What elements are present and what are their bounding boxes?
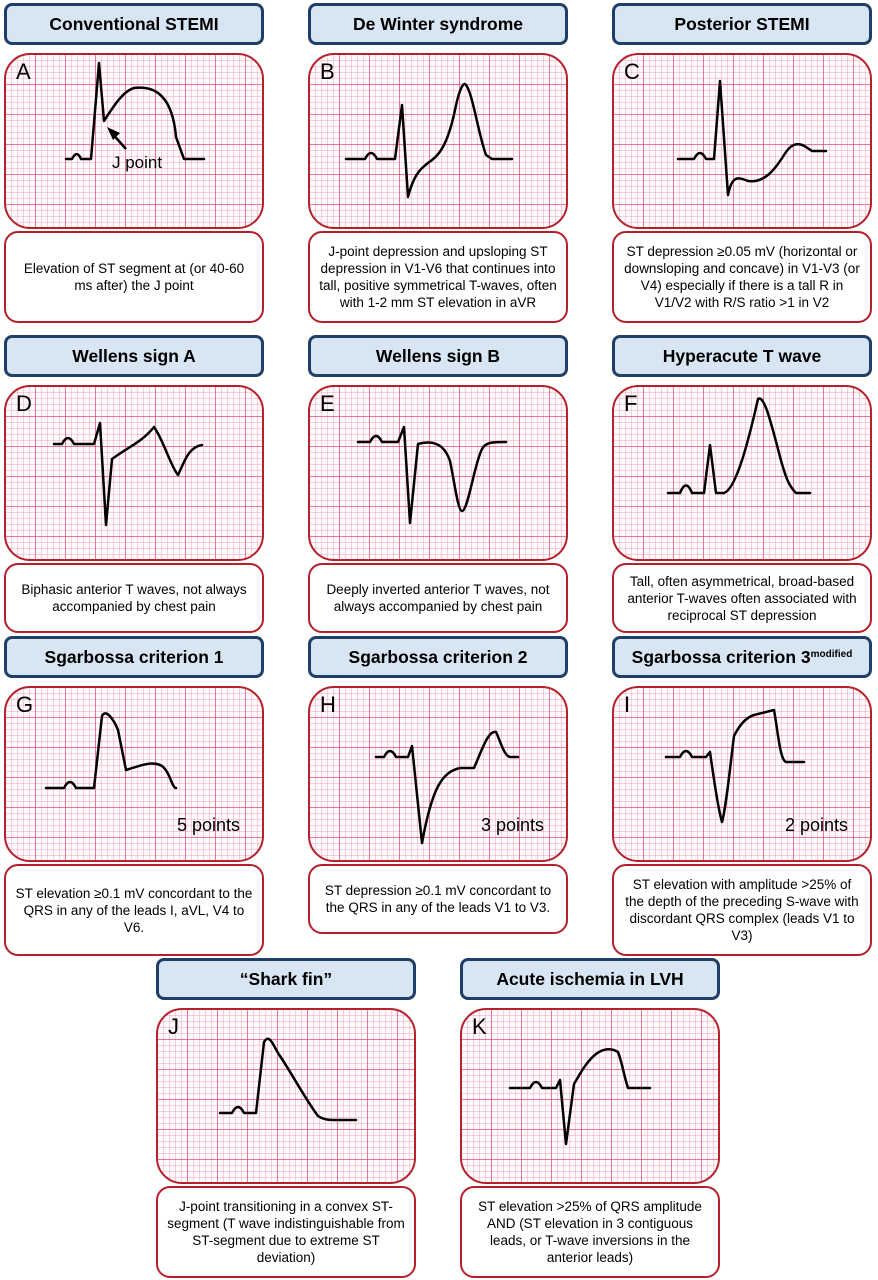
ecg-waveform [614,55,869,226]
panel-letter: A [16,59,31,84]
ecg-waveform [614,387,869,558]
panel-description: ST depression ≥0.1 mV concordant to the QRS in any of the leads V1 to V3. [308,864,568,934]
panel-title: Sgarbossa criterion 2 [308,636,568,678]
panel-letter: I [624,692,631,717]
ecg-waveform [462,1010,717,1181]
panel-title: Hyperacute T wave [612,335,872,377]
panel-title: Conventional STEMI [4,3,264,45]
ecg-grid [308,53,568,229]
ecg-grid [612,686,872,862]
ecg-grid [612,53,872,229]
panel-description: Elevation of ST segment at (or 40-60 ms after) the J point [4,231,264,323]
panel-description: ST elevation ≥0.1 mV concordant to the QRS in any of the leads I, aVL, V4 to V6. [4,864,264,956]
panel-letter: G [16,692,34,717]
ecg-grid [4,686,264,862]
panel-description: ST elevation >25% of QRS amplitude AND (ST elevation in 3 contiguous leads, or T-wave inversions in the anterior leads) [460,1186,720,1278]
title-superscript: modified [810,648,853,660]
panel-letter: E [320,391,335,416]
ecg-grid [612,385,872,561]
panel-title-text: Sgarbossa criterion 3 [631,646,811,667]
panel-letter: H [320,692,336,717]
ecg-grid [308,385,568,561]
panel-description: Tall, often asymmetrical, broad-based anterior T-waves often associated with reciprocal ST depression [612,563,872,633]
ecg-waveform [310,55,565,226]
ecg-waveform [6,387,261,558]
ecg-waveform [158,1010,413,1181]
panel-title: Acute ischemia in LVH [460,958,720,1000]
panel-description: ST elevation with amplitude >25% of the depth of the preceding S-wave with discordant QRS complex (leads V1 to V3) [612,864,872,956]
panel-description: Biphasic anterior T waves, not always accompanied by chest pain [4,563,264,633]
panel-title: Posterior STEMI [612,3,872,45]
panel-title: De Winter syndrome [308,3,568,45]
panel-title: Sgarbossa criterion 1 [4,636,264,678]
panel-title: Wellens sign A [4,335,264,377]
panel-description: ST depression ≥0.05 mV (horizontal or downsloping and concave) in V1-V3 (or V4) especially if there is a tall R in V1/V2 with R/S ratio >1 in V2 [612,231,872,323]
ecg-grid [308,686,568,862]
ecg-waveform [6,55,261,226]
ecg-grid [156,1008,416,1184]
panel-title: “Shark fin” [156,958,416,1000]
points-label: 2 points [784,815,848,835]
ecg-grid [4,385,264,561]
panel-letter: K [472,1014,487,1039]
ecg-grid [4,53,264,229]
panel-title: Wellens sign B [308,335,568,377]
panel-letter: F [624,391,638,416]
panel-description: Deeply inverted anterior T waves, not always accompanied by chest pain [308,563,568,633]
points-label: 5 points [176,815,240,835]
panel-letter: C [624,59,640,84]
panel-title [612,636,872,678]
panel-letter: B [320,59,335,84]
ecg-waveform [310,387,565,558]
panel-letter: J [168,1014,179,1039]
panel-description: J-point transitioning in a convex ST-segment (T wave indistinguishable from ST-segment due to extreme ST deviation) [156,1186,416,1278]
j-point-label: J point [112,153,163,172]
arrow-icon [107,127,126,149]
ecg-grid [460,1008,720,1184]
panel-letter: D [16,391,32,416]
points-label: 3 points [480,815,544,835]
panel-description: J-point depression and upsloping ST depression in V1-V6 that continues into tall, positive symmetrical T-waves, often with 1-2 mm ST elevation in aVR [308,231,568,323]
